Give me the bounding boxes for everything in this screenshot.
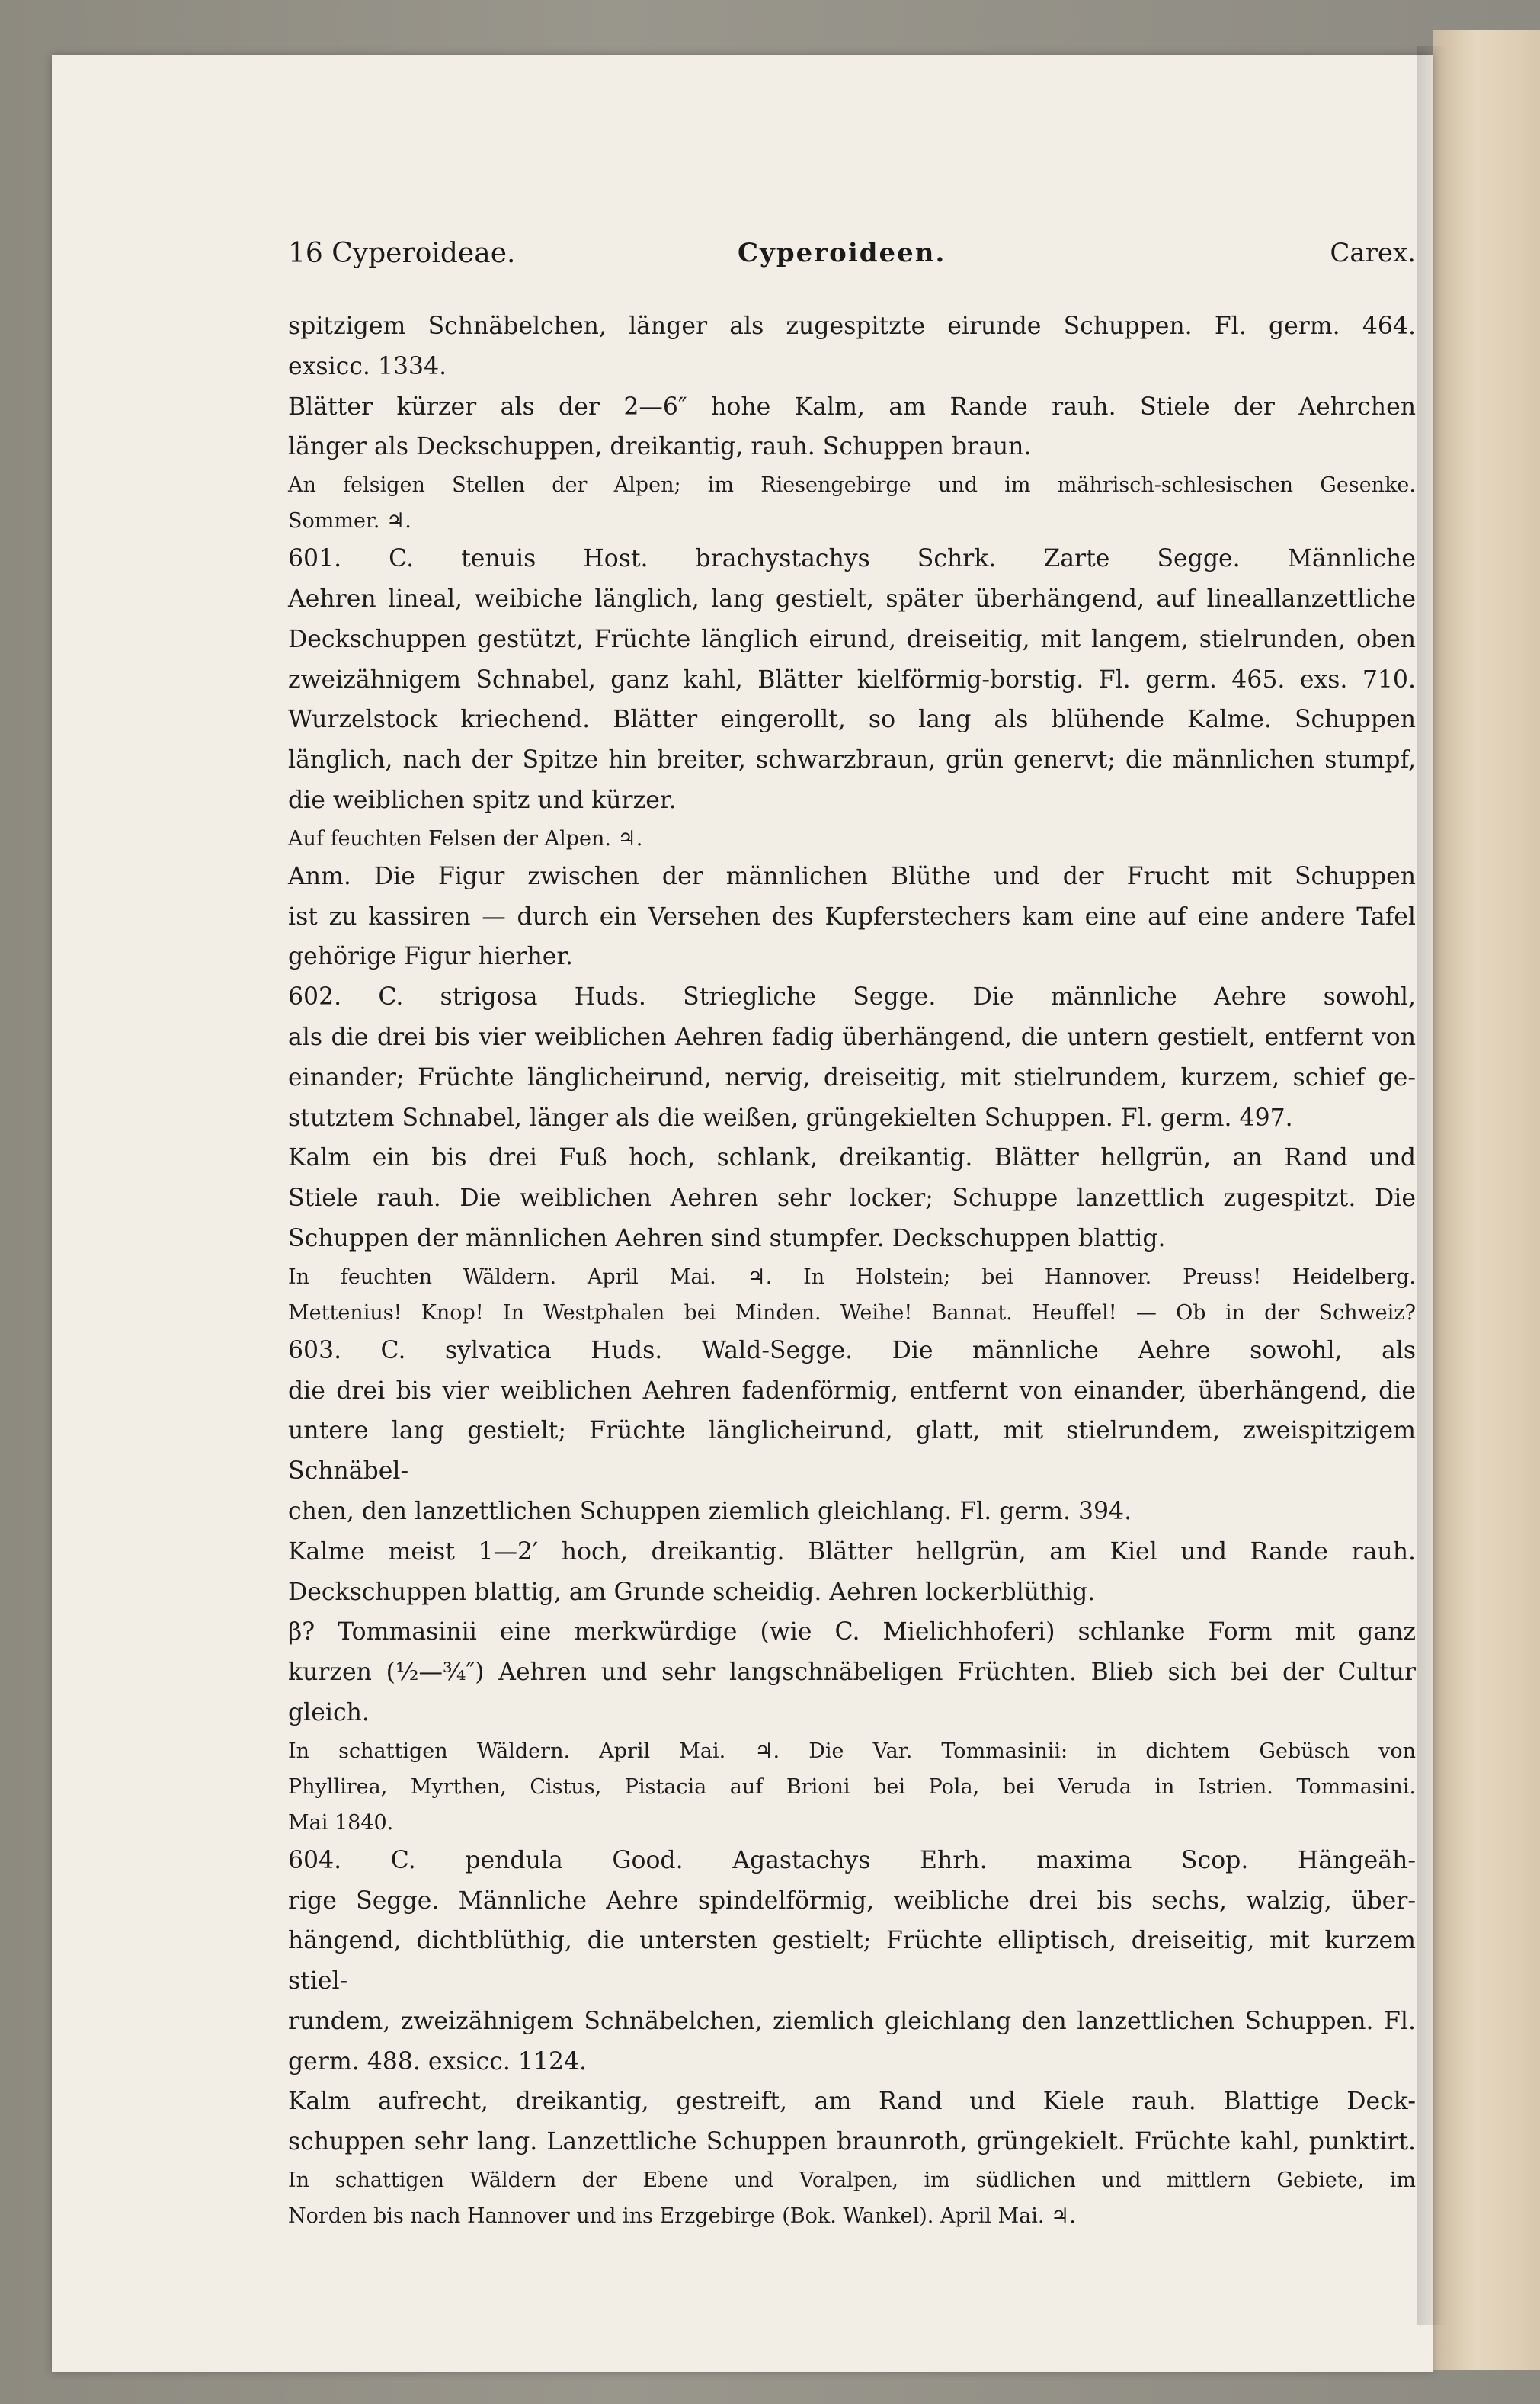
text-line: In schattigen Wäldern der Ebene und Voralpen, im südlichen und mittlern Gebiete, im <box>288 2168 1416 2193</box>
text-line: β? Tommasinii eine merkwürdige (wie C. Mielichhoferi) schlanke Form mit ganz <box>288 1618 1416 1646</box>
text-line: Auf feuchten Felsen der Alpen. ♃. <box>288 826 643 851</box>
text-line: zweizähnigem Schnabel, ganz kahl, Blätter kielförmig-borstig. Fl. germ. 465. exs. 710. <box>288 665 1416 694</box>
text-line: spitzigem Schnäbelchen, länger als zugespitzte eirunde Schuppen. Fl. germ. 464. <box>288 313 1416 340</box>
text-line: Stiele rauh. Die weiblichen Aehren sehr locker; Schuppe lanzettlich zugespitzt. Die <box>288 1184 1416 1213</box>
text-line: 602. C. strigosa Huds. Striegliche Segge. Die männliche Aehre sowohl, <box>288 983 1416 1011</box>
text-line: An felsigen Stellen der Alpen; im Riesengebirge und im mährisch-schlesischen Gesenke. <box>288 473 1416 498</box>
text-line: Blätter kürzer als der 2—6″ hohe Kalm, am Rande rauh. Stiele der Aehrchen <box>288 393 1416 421</box>
text-line: als die drei bis vier weiblichen Aehren fadig überhängend, die untern gestielt, entfernt von <box>288 1023 1416 1051</box>
text-line: In schattigen Wäldern. April Mai. ♃. Die Var. Tommasinii: in dichtem Gebüsch von <box>288 1739 1416 1763</box>
text-line: In feuchten Wäldern. April Mai. ♃. In Holstein; bei Hannover. Preuss! Heidelberg. <box>288 1265 1416 1289</box>
text-line: Deckschuppen blattig, am Grunde scheidig. Aehren lockerblüthig. <box>288 1578 1096 1606</box>
text-line: stutztem Schnabel, länger als die weißen, grüngekielten Schuppen. Fl. germ. 497. <box>288 1104 1293 1132</box>
text-line: länglich, nach der Spitze hin breiter, schwarzbraun, grün genervt; die männlichen stumpf, <box>288 746 1416 774</box>
text-line: Kalm ein bis drei Fuß hoch, schlank, dreikantig. Blätter hellgrün, an Rand und <box>288 1144 1416 1172</box>
text-line: 601. C. tenuis Host. brachystachys Schrk. Zarte Segge. Männliche <box>288 545 1416 573</box>
book-page <box>52 55 1433 2372</box>
text-line: 603. C. sylvatica Huds. Wald-Segge. Die männliche Aehre sowohl, als <box>288 1336 1416 1364</box>
text-line: schuppen sehr lang. Lanzettliche Schuppen braunroth, grüngekielt. Früchte kahl, punktirt. <box>288 2128 1416 2156</box>
genus-heading: Carex. <box>1330 238 1416 268</box>
page-gutter-shadow <box>1417 46 1448 2325</box>
text-line: rige Segge. Männliche Aehre spindelförmig, weibliche drei bis sechs, walzig, über- <box>288 1886 1416 1915</box>
text-line: rundem, zweizähnigem Schnäbelchen, ziemlich gleichlang den lanzettlichen Schuppen. Fl. <box>288 2007 1416 2035</box>
page-number-section: 16 Cyperoideae. <box>288 238 516 269</box>
text-line: die drei bis vier weiblichen Aehren fadenförmig, entfernt von einander, überhängend, die <box>288 1377 1416 1405</box>
running-header <box>288 238 1416 306</box>
text-line: Sommer. ♃. <box>288 509 411 534</box>
page-body <box>288 306 1416 2234</box>
text-line: Norden bis nach Hannover und ins Erzgebirge (Bok. Wankel). April Mai. ♃. <box>288 2204 1076 2229</box>
next-page-edge <box>1433 30 1540 2370</box>
text-line: Wurzelstock kriechend. Blätter eingerollt, so lang als blühende Kalme. Schuppen <box>288 706 1416 734</box>
text-line: untere lang gestielt; Früchte länglicheirund, glatt, mit stielrundem, zweispitzigem Schnäbel- <box>288 1417 1416 1486</box>
text-line: ist zu kassiren — durch ein Versehen des Kupferstechers kam eine auf eine andere Tafel <box>288 902 1416 931</box>
text-line: Deckschuppen gestützt, Früchte länglich eirund, dreiseitig, mit langem, stielrunden, oben <box>288 625 1416 653</box>
text-line: Phyllirea, Myrthen, Cistus, Pistacia auf Brioni bei Pola, bei Veruda in Istrien. Tommasini. <box>288 1774 1416 1799</box>
text-line: exsicc. 1334. <box>288 352 447 380</box>
text-line: 604. C. pendula Good. Agastachys Ehrh. maxima Scop. Hängeäh- <box>288 1846 1416 1874</box>
text-line: Kalm aufrecht, dreikantig, gestreift, am Rand und Kiele rauh. Blattige Deck- <box>288 2088 1416 2116</box>
text-line: länger als Deckschuppen, dreikantig, rauh. Schuppen braun. <box>288 433 1032 461</box>
text-line: hängend, dichtblüthig, die untersten gestielt; Früchte elliptisch, dreiseitig, mit kurzem stiel- <box>288 1927 1416 1995</box>
text-line: germ. 488. exsicc. 1124. <box>288 2047 588 2075</box>
text-line: Mettenius! Knop! In Westphalen bei Minden. Weihe! Bannat. Heuffel! — Ob in der Schweiz? <box>288 1300 1416 1325</box>
text-line: Anm. Die Figur zwischen der männlichen Blüthe und der Frucht mit Schuppen <box>288 862 1416 890</box>
text-line: kurzen (½—¾″) Aehren und sehr langschnäbeligen Früchten. Blieb sich bei der Cultur gleich. <box>288 1659 1416 1726</box>
text-line: die weiblichen spitz und kürzer. <box>288 786 677 814</box>
text-line: Schuppen der männlichen Aehren sind stumpfer. Deckschuppen blattig. <box>288 1224 1166 1252</box>
page-content <box>288 238 1416 2234</box>
text-line: Aehren lineal, weibiche länglich, lang gestielt, später überhängend, auf lineallanzettliche <box>288 585 1416 613</box>
text-line: einander; Früchte länglicheirund, nervig, dreiseitig, mit stielrundem, kurzem, schief ge- <box>288 1063 1416 1091</box>
text-line: Kalme meist 1—2′ hoch, dreikantig. Blätter hellgrün, am Kiel und Rande rauh. <box>288 1537 1416 1566</box>
text-line: gehörige Figur hierher. <box>288 943 574 971</box>
text-line: Mai 1840. <box>288 1810 394 1835</box>
text-line: chen, den lanzettlichen Schuppen ziemlich gleichlang. Fl. germ. 394. <box>288 1497 1132 1525</box>
running-title: Cyperoideen. <box>738 238 946 268</box>
